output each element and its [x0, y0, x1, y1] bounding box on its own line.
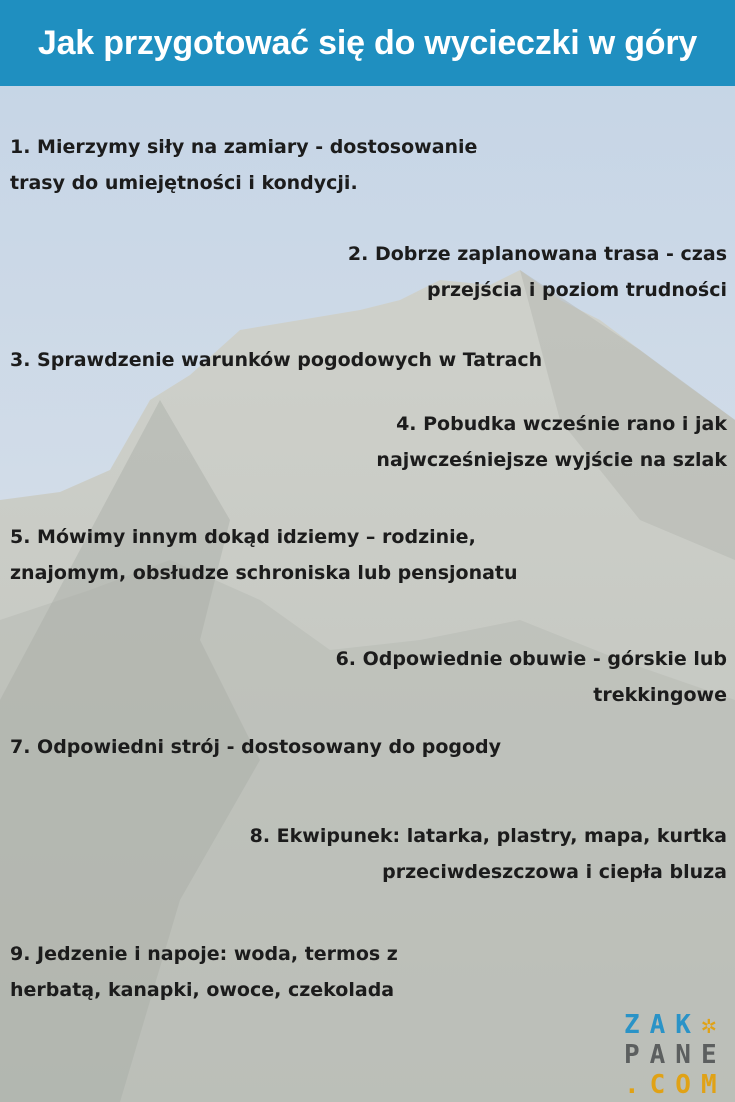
tip-5: 5. Mówimy innym dokąd idziemy – rodzinie, znajomym, obsłudze schroniska lub pensjonatu — [10, 526, 518, 584]
tip-8: 8. Ekwipunek: latarka, plastry, mapa, kurtka przeciwdeszczowa i ciepła bluza — [249, 825, 727, 883]
logo-line-3: .COM — [624, 1070, 727, 1100]
tip-6: 6. Odpowiednie obuwie - górskie lub trekkingowe — [335, 648, 727, 706]
tip-9: 9. Jedzenie i napoje: woda, termos z herbatą, kanapki, owoce, czekolada — [10, 943, 398, 1001]
tip-1: 1. Mierzymy siły na zamiary - dostosowanie trasy do umiejętności i kondycji. — [10, 136, 478, 194]
sun-icon: ✲ — [700, 1010, 727, 1040]
tip-7: 7. Odpowiedni strój - dostosowany do pogody — [10, 736, 502, 758]
page-title: Jak przygotować się do wycieczki w góry — [0, 0, 735, 86]
tip-3: 3. Sprawdzenie warunków pogodowych w Tatrach — [10, 349, 543, 371]
tip-2: 2. Dobrze zaplanowana trasa - czas przejścia i poziom trudności — [347, 243, 727, 301]
tip-4: 4. Pobudka wcześnie rano i jak najwcześniejsze wyjście na szlak — [376, 413, 727, 471]
zakopane-logo — [624, 1010, 732, 1100]
logo-line-2: PANE — [624, 1040, 727, 1070]
logo-line-1: ZAK — [624, 1010, 701, 1040]
